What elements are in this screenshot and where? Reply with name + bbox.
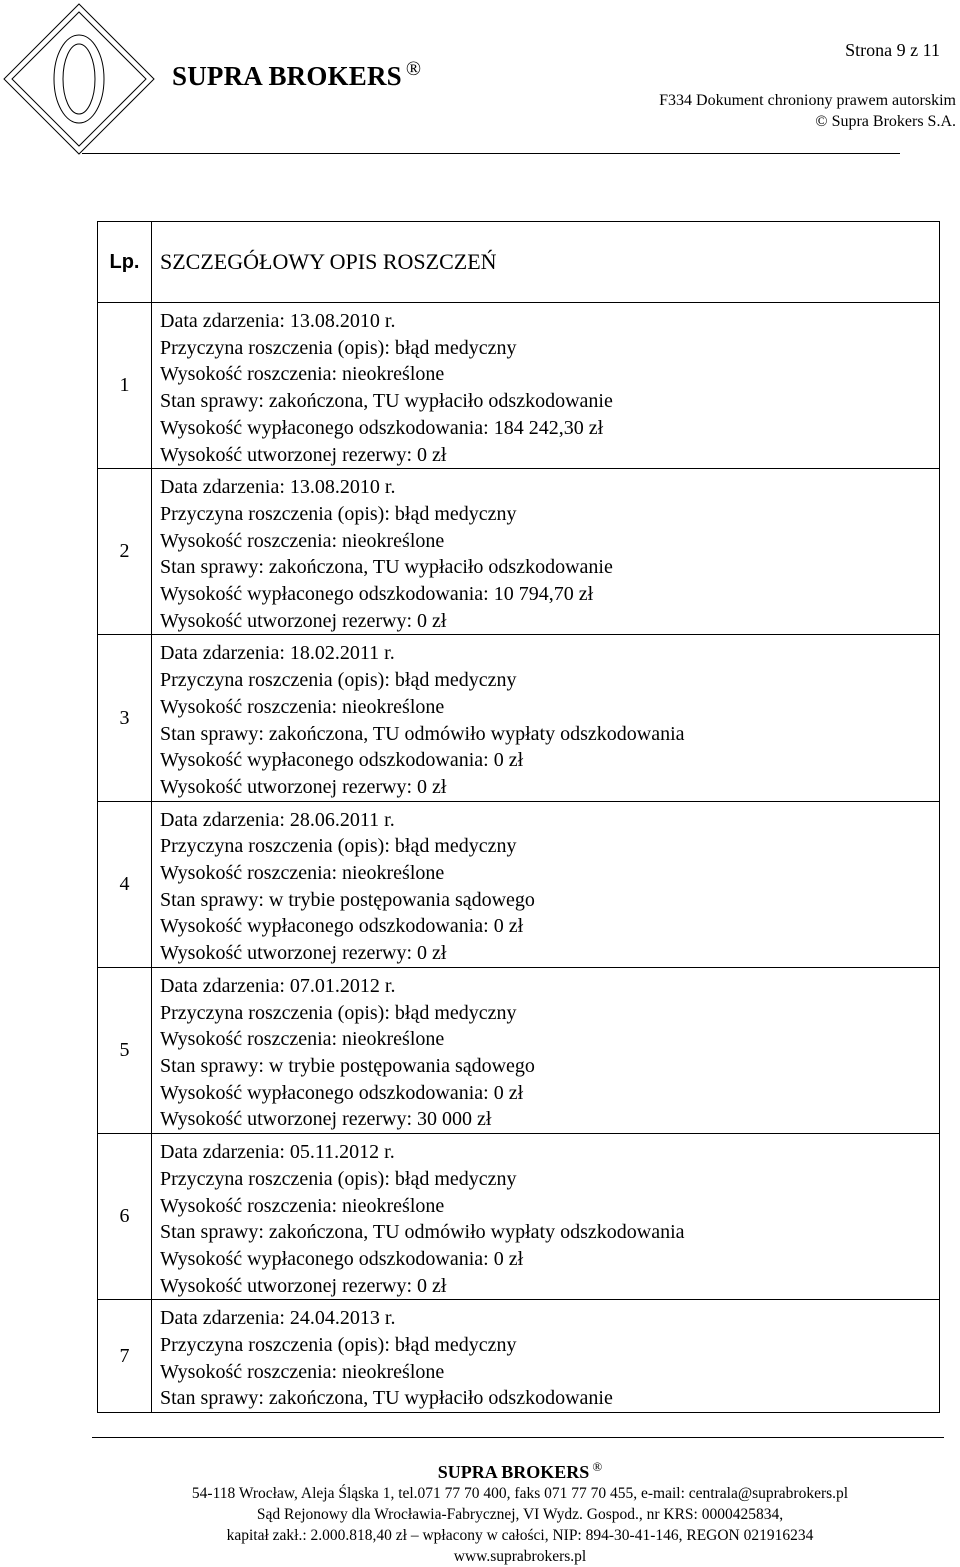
claim-line: Data zdarzenia: 13.08.2010 r. [160, 476, 396, 499]
claim-line: Wysokość roszczenia: nieokreślone [160, 1360, 445, 1383]
column-header-lp: Lp. [98, 222, 152, 303]
row-number: 4 [98, 801, 152, 967]
footer-brand-text: SUPRA BROKERS [437, 1462, 590, 1482]
row-number: 3 [98, 635, 152, 801]
claim-line: Wysokość roszczenia: nieokreślone [160, 1194, 445, 1217]
claim-line: Wysokość wypłaconego odszkodowania: 0 zł [160, 1081, 524, 1104]
claim-line: Wysokość wypłaconego odszkodowania: 0 zł [160, 915, 524, 938]
claim-description [152, 635, 940, 801]
footer-brand [0, 1456, 960, 1483]
footer-website: www.suprabrokers.pl [453, 1548, 587, 1565]
claim-line: Przyczyna roszczenia (opis): błąd medyczny [160, 1334, 517, 1357]
claim-description [152, 303, 940, 469]
brand-name [172, 58, 421, 92]
claim-line: Wysokość roszczenia: nieokreślone [160, 529, 445, 552]
claim-line: Wysokość wypłaconego odszkodowania: 184 242,30 zł [160, 416, 604, 439]
claim-line: Przyczyna roszczenia (opis): błąd medyczny [160, 336, 517, 359]
table-row [98, 635, 940, 801]
table-row [98, 303, 940, 469]
table-row [98, 1300, 940, 1413]
claim-line: Przyczyna roszczenia (opis): błąd medyczny [160, 1001, 517, 1024]
page-number: Strona 9 z 11 [845, 40, 940, 60]
claim-description [152, 801, 940, 967]
claim-line: Data zdarzenia: 13.08.2010 r. [160, 310, 396, 332]
claim-description [152, 967, 940, 1133]
claim-line: Stan sprawy: zakończona, TU odmówiło wypłaty odszkodowania [160, 1221, 685, 1244]
claim-description [152, 469, 940, 635]
claim-line: Stan sprawy: zakończona, TU odmówiło wypłaty odszkodowania [160, 722, 685, 745]
claim-line: Wysokość wypłaconego odszkodowania: 0 zł [160, 749, 524, 772]
claim-line: Stan sprawy: zakończona, TU wypłaciło odszkodowanie [160, 1387, 613, 1410]
table-header-row [98, 222, 940, 303]
copyright-line-2: © Supra Brokers S.A. [815, 113, 956, 130]
row-number: 7 [98, 1300, 152, 1413]
claim-line: Wysokość utworzonej rezerwy: 30 000 zł [160, 1108, 492, 1131]
claim-description [152, 1300, 940, 1413]
brand-text: SUPRA BROKERS [172, 61, 402, 91]
claim-line: Przyczyna roszczenia (opis): błąd medyczny [160, 835, 517, 858]
table-row [98, 801, 940, 967]
claim-line: Wysokość wypłaconego odszkodowania: 10 794,70 zł [160, 583, 594, 606]
claim-line: Stan sprawy: zakończona, TU wypłaciło odszkodowanie [160, 556, 613, 579]
claim-line: Data zdarzenia: 05.11.2012 r. [160, 1141, 395, 1164]
column-header-description: SZCZEGÓŁOWY OPIS ROSZCZEŃ [152, 222, 940, 303]
row-number: 2 [98, 469, 152, 635]
claim-line: Stan sprawy: w trybie postępowania sądowego [160, 1054, 535, 1077]
table-row [98, 967, 940, 1133]
copyright-note [659, 90, 956, 132]
claim-line: Przyczyna roszczenia (opis): błąd medyczny [160, 669, 517, 692]
header-divider [82, 153, 900, 154]
footer-registered-mark: ® [592, 1459, 603, 1474]
row-number: 6 [98, 1134, 152, 1300]
footer-capital-tax-ids: kapitał zakł.: 2.000.818,40 zł – wpłacony w całości, NIP: 894-30-41-146, REGON 021916234 [226, 1527, 814, 1544]
footer-divider [92, 1437, 944, 1438]
claim-line: Wysokość roszczenia: nieokreślone [160, 695, 445, 718]
claim-line: Data zdarzenia: 18.02.2011 r. [160, 642, 395, 665]
claim-line: Data zdarzenia: 07.01.2012 r. [160, 974, 396, 997]
claim-line: Przyczyna roszczenia (opis): błąd medyczny [160, 1167, 517, 1190]
claim-description [152, 1134, 940, 1300]
claim-line: Wysokość roszczenia: nieokreślone [160, 1028, 445, 1051]
diamond-ring-logo-icon [0, 0, 158, 158]
registered-mark: ® [405, 58, 422, 80]
claim-line: Wysokość utworzonej rezerwy: 0 zł [160, 775, 447, 798]
claim-line: Wysokość utworzonej rezerwy: 0 zł [160, 443, 447, 466]
claim-line: Data zdarzenia: 28.06.2011 r. [160, 808, 395, 831]
row-number: 1 [98, 303, 152, 469]
copyright-line-1: F334 Dokument chroniony prawem autorskim [659, 92, 956, 109]
claim-line: Data zdarzenia: 24.04.2013 r. [160, 1307, 396, 1330]
footer [0, 1456, 960, 1567]
claim-line: Wysokość roszczenia: nieokreślone [160, 363, 445, 386]
claim-line: Wysokość utworzonej rezerwy: 0 zł [160, 1274, 447, 1297]
claim-line: Wysokość roszczenia: nieokreślone [160, 862, 445, 885]
row-number: 5 [98, 967, 152, 1133]
table-row [98, 1134, 940, 1300]
claim-line: Wysokość utworzonej rezerwy: 0 zł [160, 942, 447, 965]
footer-court-registration: Sąd Rejonowy dla Wrocławia-Fabrycznej, VI Wydz. Gospod., nr KRS: 0000425834, [256, 1506, 784, 1523]
claim-line: Stan sprawy: w trybie postępowania sądowego [160, 888, 535, 911]
claim-line: Przyczyna roszczenia (opis): błąd medyczny [160, 502, 517, 525]
claim-line: Stan sprawy: zakończona, TU wypłaciło odszkodowanie [160, 390, 613, 413]
table-row [98, 469, 940, 635]
claims-table [97, 221, 940, 1413]
claim-line: Wysokość wypłaconego odszkodowania: 0 zł [160, 1247, 524, 1270]
footer-address: 54-118 Wrocław, Aleja Śląska 1, tel.071 77 70 400, faks 071 77 70 455, e-mail: centrala@suprabrokers.pl [191, 1485, 849, 1502]
claim-line: Wysokość utworzonej rezerwy: 0 zł [160, 609, 447, 632]
